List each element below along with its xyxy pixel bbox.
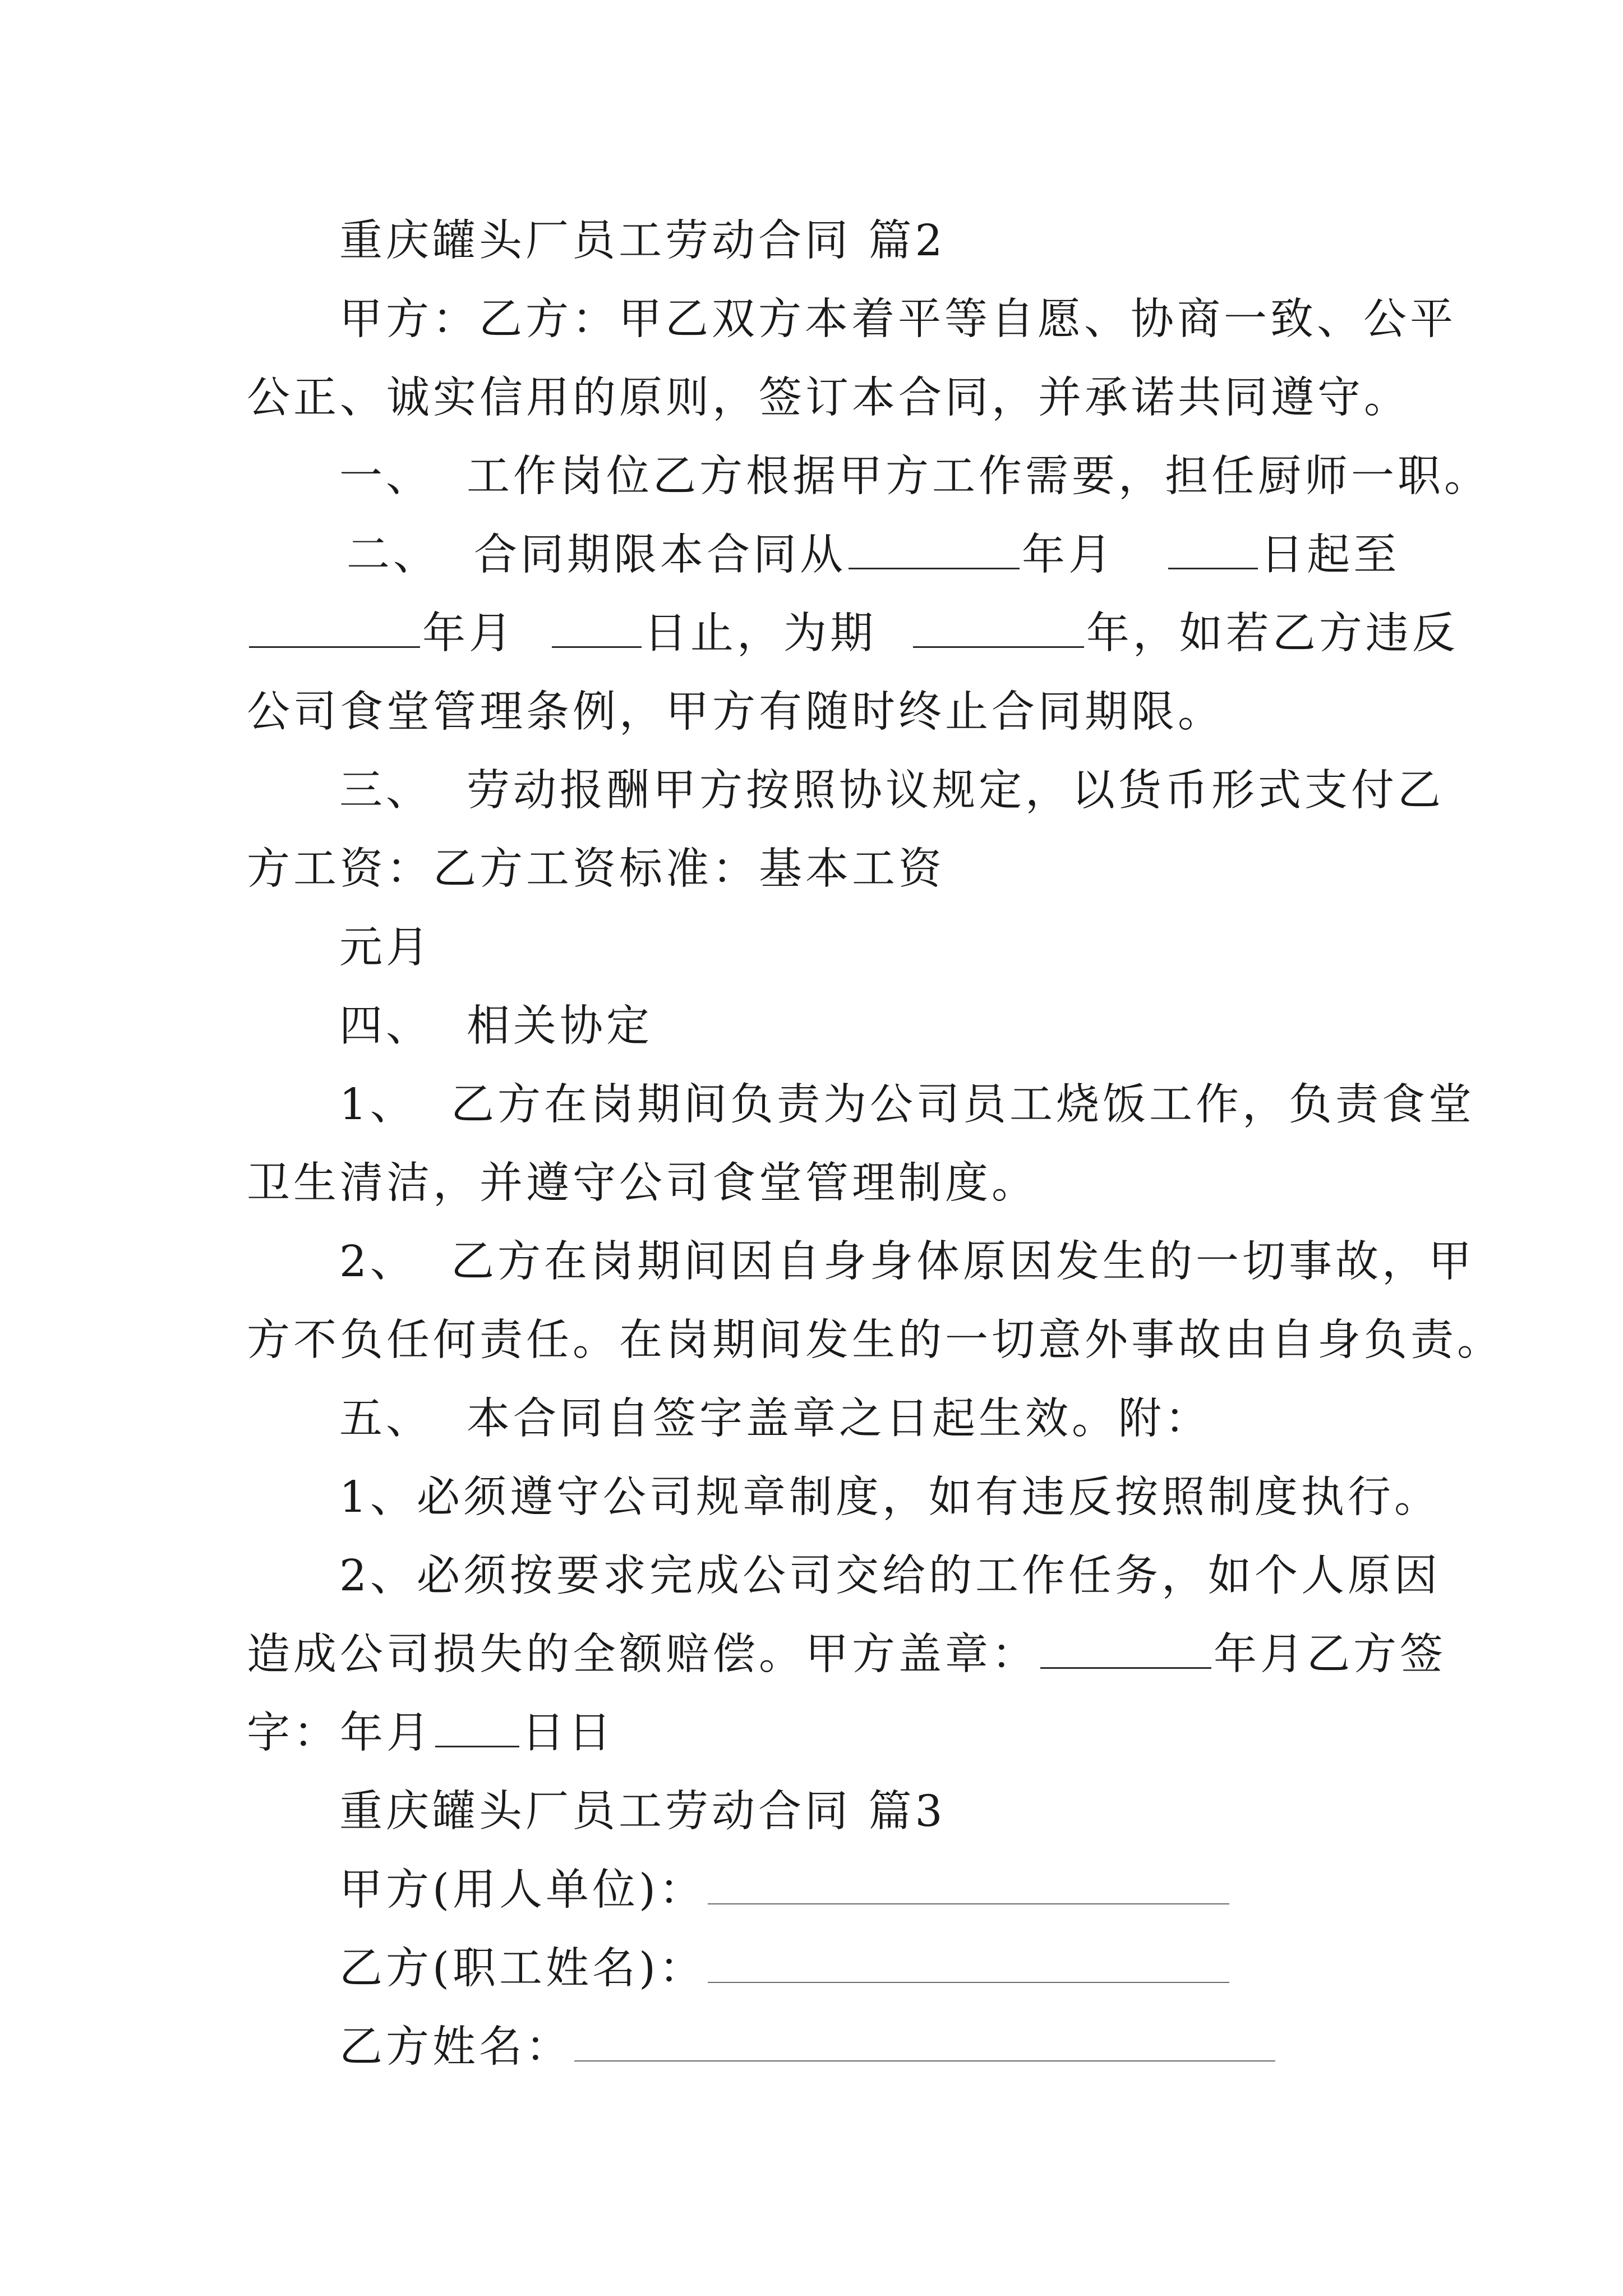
employee-fill-line: [708, 1980, 1229, 1983]
clause-4-heading: 四、 相关协定: [339, 1001, 653, 1051]
blank-sign-day: [435, 1743, 519, 1747]
clause-2-term-line-1: 二、 合同期限本合同从 年月 日起至: [347, 530, 1400, 580]
blank-term-years: [913, 644, 1084, 648]
blank-start-day: [1168, 565, 1258, 569]
blank-end-day: [552, 644, 642, 648]
clause-3-pay-unit: 元月: [339, 923, 432, 973]
clause-2-term-line-3: 公司食堂管理条例，甲方有随时终止合同期限。: [247, 687, 1224, 737]
clause-3-pay-line-1: 三、 劳动报酬甲方按照协议规定，以货币形式支付乙: [339, 766, 1444, 816]
blank-end-year: [249, 644, 420, 648]
item-2-line-1: 2、 乙方在岗期间因自身身体原因发生的一切事故，甲: [339, 1237, 1475, 1287]
preamble-line-1: 甲方：乙方：甲乙双方本着平等自愿、协商一致、公平: [339, 295, 1456, 344]
rule-2-line-3: 字：年月 日日: [247, 1708, 615, 1758]
item-1-line-2: 卫生清洁，并遵守公司食堂管理制度。: [247, 1158, 1038, 1208]
employee-name-fill-line: [574, 2058, 1275, 2062]
clause-1-job-position: 一、 工作岗位乙方根据甲方工作需要，担任厨师一职。: [339, 452, 1491, 501]
item-1-line-1: 1、 乙方在岗期间负责为公司员工烧饭工作，负责食堂: [339, 1080, 1475, 1130]
employee-field-row: 乙方(职工姓名)：: [339, 1941, 1232, 1997]
blank-employer-seal: [1040, 1665, 1211, 1669]
clause-3-pay-line-2: 方工资：乙方工资标准：基本工资: [247, 844, 945, 894]
employer-fill-line: [708, 1901, 1229, 1904]
rule-2-line-2: 造成公司损失的全额赔偿。甲方盖章： 年月乙方签: [247, 1630, 1446, 1680]
heading-section-2: 重庆罐头厂员工劳动合同 篇2: [339, 216, 946, 266]
employee-name-field-row: 乙方姓名：: [339, 2019, 1278, 2076]
clause-2-term-line-2: 年月 日止，为期 年，如若乙方违反: [247, 606, 1459, 662]
rule-1: 1、必须遵守公司规章制度，如有违反按照制度执行。: [339, 1473, 1441, 1522]
blank-start-year: [849, 565, 1020, 569]
item-2-line-2: 方不负任何责任。在岗期间发生的一切意外事故由自身负责。: [247, 1315, 1504, 1365]
rule-2-line-1: 2、必须按要求完成公司交给的工作任务，如个人原因: [339, 1551, 1441, 1601]
heading-section-3: 重庆罐头厂员工劳动合同 篇3: [339, 1787, 946, 1837]
preamble-line-2: 公正、诚实信用的原则，签订本合同，并承诺共同遵守。: [247, 373, 1410, 423]
clause-5-effective: 五、 本合同自签字盖章之日起生效。附：: [339, 1394, 1211, 1444]
employer-field-row: 甲方(用人单位)：: [339, 1862, 1232, 1918]
